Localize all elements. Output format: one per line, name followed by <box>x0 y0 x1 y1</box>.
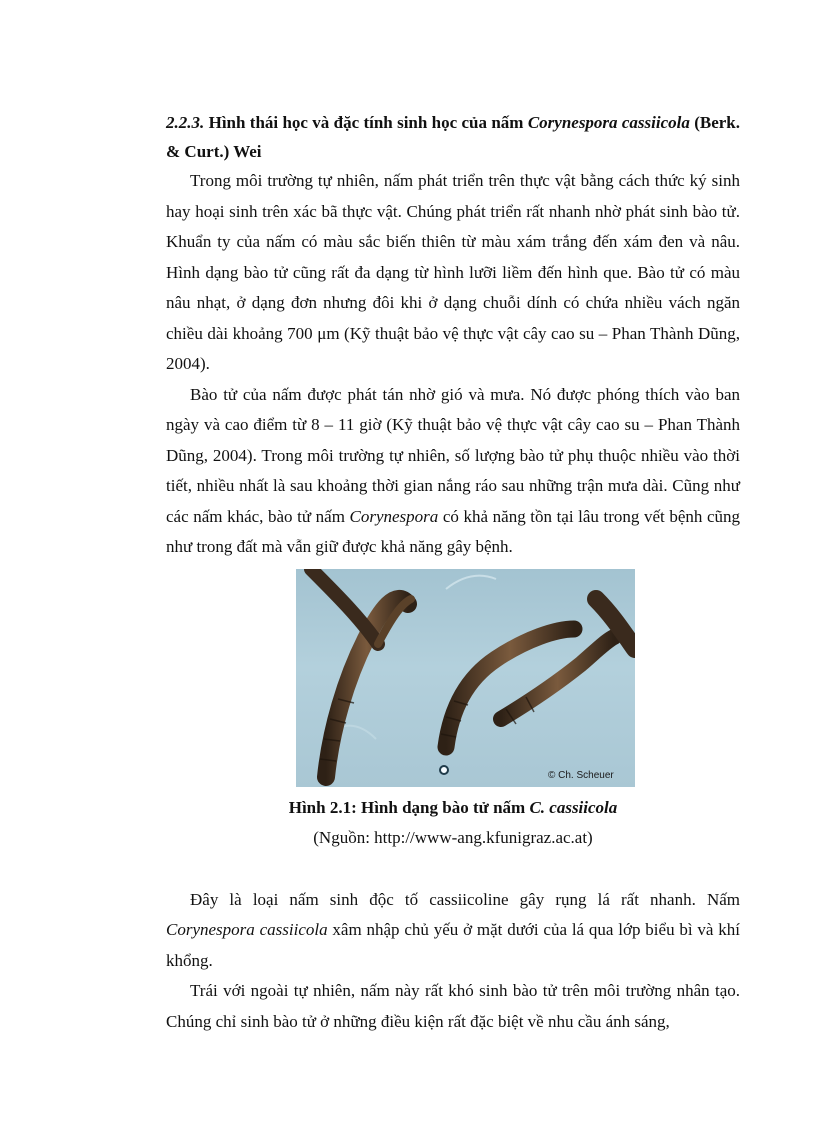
paragraph-2-genus: Corynespora <box>349 506 439 526</box>
figure-source: (Nguồn: http://www-ang.kfunigraz.ac.at) <box>313 827 593 847</box>
spore-micrograph <box>296 569 635 787</box>
photo-copyright: © Ch. Scheuer <box>548 769 614 781</box>
paragraph-3-species: Corynespora cassiicola <box>166 920 328 939</box>
section-title-author: (Berk. & Curt.) Wei <box>166 113 741 161</box>
paragraph-2-text: Bào tử của nấm được phát tán nhờ gió và mưa. Nó được phóng thích vào ban ngày và cao điểm từ 8 – 11 giờ (Kỹ thuật bảo vệ thực vật cây cao su – Phan Thành Dũng, 2004). Trong môi trường tự nhiên, số lượng bào tử phụ thuộc nhiều vào thời tiết, nhiều nhất là sau khoảng thời gian nắng ráo sau những trận mưa dài. Cũng như các nấm khác, bào tử nấm <box>166 384 740 526</box>
section-number: 2.2.3. <box>166 113 205 132</box>
figure-caption-species: C. cassiicola <box>529 797 618 817</box>
paragraph-2 <box>166 380 740 563</box>
section-title: Hình thái học và đặc tính sinh học của nấm <box>208 113 524 132</box>
figure-caption <box>166 797 740 819</box>
paragraph-3 <box>166 885 740 977</box>
paragraph-4: Trái với ngoài tự nhiên, nấm này rất khó sinh bào tử trên môi trường nhân tạo. Chúng chỉ sinh bào tử ở những điều kiện rất đặc biệt về nhu cầu ánh sáng, <box>166 981 740 1031</box>
figure-caption-label: Hình 2.1: Hình dạng bào tử nấm <box>288 797 526 817</box>
section-heading <box>166 108 740 166</box>
paragraph-3-text-end: xâm nhập chủ yếu ở mặt dưới của lá qua lớp biểu bì và khí khổng. <box>166 920 741 970</box>
document-page <box>166 108 740 1037</box>
section-title-species: Corynespora cassiicola <box>527 113 690 132</box>
paragraph-2-text-end: có khả năng tồn tại lâu trong vết bệnh cũng như trong đất mà vẫn giữ được khả năng gây bệnh. <box>166 506 741 556</box>
paragraph-3-text: Đây là loại nấm sinh độc tố cassiicoline gây rụng lá rất nhanh. Nấm <box>190 889 740 909</box>
paragraph-1: Trong môi trường tự nhiên, nấm phát triển trên thực vật bằng cách thức ký sinh hay hoại sinh trên xác bã thực vật. Chúng phát triển rất nhanh nhờ phát sinh bào tử. Khuẩn ty của nấm có màu sắc biến thiên từ màu xám trắng đến xám đen và nâu. Hình dạng bào tử cũng rất đa dạng từ hình lưỡi liềm đến hình que. Bào tử có màu nâu nhạt, ở dạng đơn nhưng đôi khi ở dạng chuỗi dính có chứa nhiều vách ngăn chiều dài khoảng 700 μm (Kỹ thuật bảo vệ thực vật cây cao su – Phan Thành Dũng, 2004). <box>166 171 740 373</box>
spore-photo <box>296 569 635 787</box>
